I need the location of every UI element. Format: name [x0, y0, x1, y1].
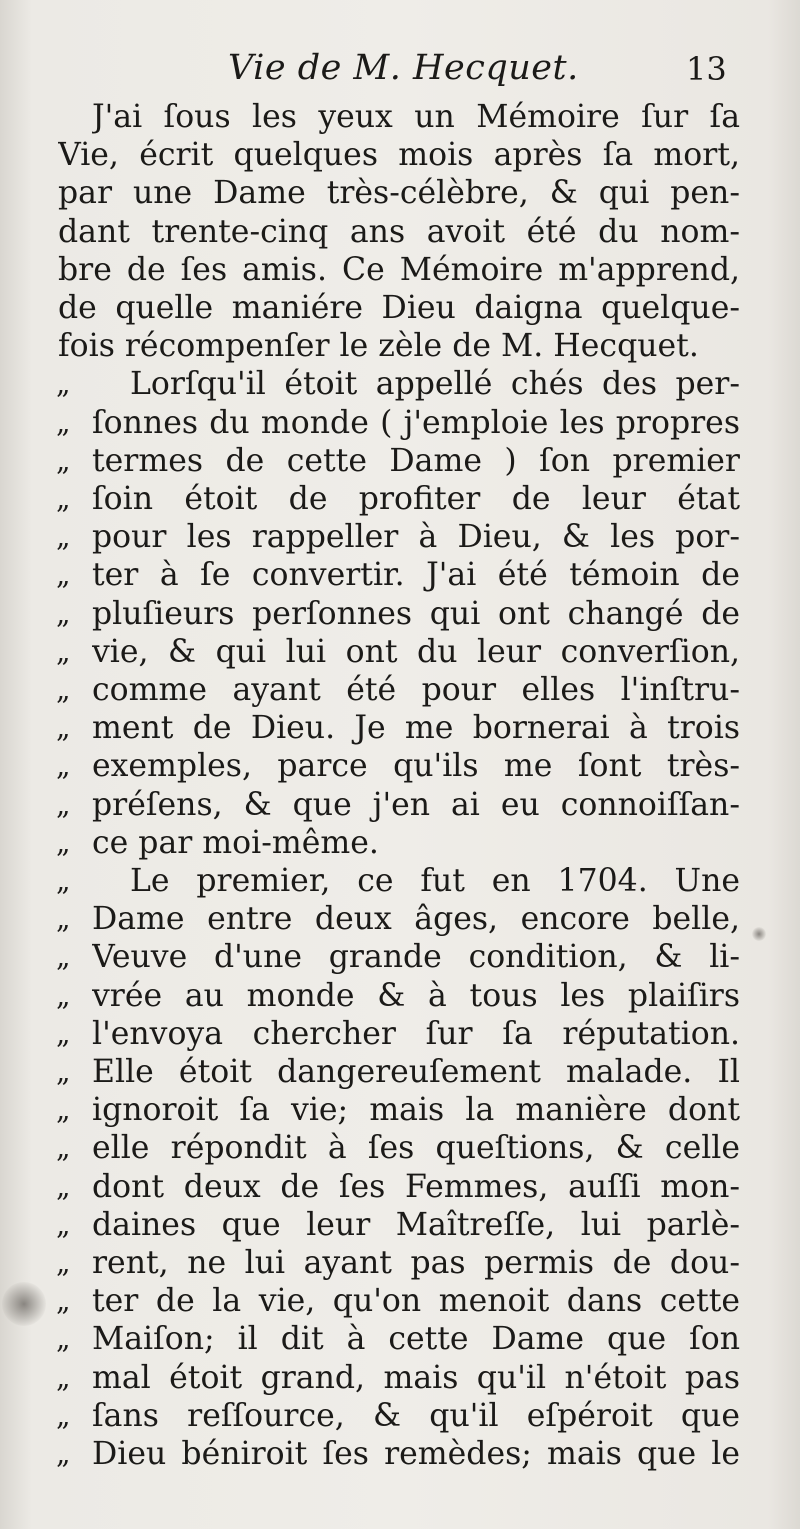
text-line [0, 213, 800, 251]
line-text: ſonnes du monde ( j'emploie les propres [92, 404, 740, 441]
text-line [0, 1435, 800, 1473]
text-line [0, 824, 800, 862]
line-text: Vie, écrit quelques mois après ſa mort, [58, 137, 740, 174]
line-text: ter de la vie, qu'on menoit dans cette [92, 1283, 740, 1320]
text-line [0, 1129, 800, 1167]
line-text: fois récompenſer le zèle de M. Hecquet. [58, 328, 699, 365]
quotation-mark: „ [56, 749, 70, 783]
text-line [0, 1206, 800, 1244]
quotation-mark: „ [56, 825, 70, 859]
quotation-mark: „ [56, 1437, 70, 1470]
running-title: Vie de M. Hecquet. [228, 48, 579, 88]
line-text: exemples, parce qu'ils me ſont très- [92, 748, 740, 785]
line-text: Elle étoit dangereuſement malade. Il [92, 1054, 740, 1090]
quotation-mark: „ [56, 634, 70, 668]
text-line [0, 442, 800, 480]
text-line [0, 900, 800, 938]
text-line [0, 556, 800, 594]
line-text: Dame entre deux âges, encore belle, [92, 901, 740, 938]
line-text: vrée au monde & à tous les plaiſirs [92, 977, 740, 1014]
text-line [0, 365, 800, 403]
quotation-mark: „ [56, 1093, 70, 1127]
line-text: par une Dame très-célèbre, & qui pen- [58, 175, 740, 212]
line-text: préſens, & que j'en ai eu connoiſſan- [92, 786, 740, 823]
text-line [0, 136, 800, 174]
line-text: J'ai ſous les yeux un Mémoire ſur ſa [92, 99, 740, 135]
text-line [0, 251, 800, 289]
quotation-mark: „ [56, 1055, 70, 1088]
quotation-mark: „ [56, 1246, 70, 1279]
text-line [0, 747, 800, 785]
text-line [0, 174, 800, 212]
quotation-mark: „ [56, 978, 70, 1012]
quotation-mark: „ [56, 1207, 70, 1241]
text-line [0, 786, 800, 824]
quotation-mark: „ [56, 367, 70, 401]
line-text: pluſieurs perſonnes qui ont changé de [92, 595, 740, 632]
text-line [0, 404, 800, 442]
line-text: l'envoya chercher ſur ſa réputation. [92, 1015, 740, 1052]
quotation-mark: „ [56, 596, 70, 630]
text-line [0, 327, 800, 365]
quotation-mark: „ [56, 787, 70, 821]
quotation-mark: „ [56, 1398, 70, 1432]
line-text: ſoin étoit de profiter de leur état [92, 481, 740, 517]
quotation-mark: „ [56, 711, 70, 745]
text-line [0, 1397, 800, 1435]
line-text: ce par moi-même. [92, 824, 379, 861]
text-line [0, 480, 800, 518]
line-text: de quelle maniére Dieu daigna quelque- [58, 290, 740, 326]
text-line [0, 98, 800, 136]
quotation-mark: „ [56, 673, 70, 706]
text-line [0, 862, 800, 900]
line-text: ſans reſſource, & qu'il eſpéroit que [92, 1397, 740, 1434]
page-header [0, 48, 800, 98]
quotation-mark: „ [56, 443, 70, 477]
line-text: ter à ſe convertir. J'ai été témoin de [92, 557, 740, 594]
text-line [0, 1015, 800, 1053]
text-line [0, 1168, 800, 1206]
page-number: 13 [686, 50, 727, 88]
ink-spot [752, 927, 766, 941]
text-line [0, 709, 800, 747]
quotation-mark: „ [56, 520, 70, 554]
line-text: mal étoit grand, mais qu'il n'étoit pas [92, 1359, 740, 1396]
text-line [0, 1282, 800, 1320]
line-text: bre de ſes amis. Ce Mémoire m'apprend, [58, 251, 740, 288]
text-line [0, 1244, 800, 1282]
text-line [0, 595, 800, 633]
text-line [0, 518, 800, 556]
text-line [0, 938, 800, 976]
quotation-mark: „ [56, 1131, 70, 1165]
ink-spot [2, 1282, 46, 1326]
text-line [0, 1091, 800, 1129]
line-text: vie, & qui lui ont du leur converſion, [92, 633, 740, 670]
line-text: comme ayant été pour elles l'inſtru- [92, 672, 740, 708]
text-line [0, 1359, 800, 1397]
line-text: Maiſon; il dit à cette Dame que ſon [92, 1321, 740, 1358]
line-text: Dieu béniroit ſes remèdes; mais que le [92, 1436, 740, 1472]
line-text: dont deux de ſes Femmes, auſſi mon- [92, 1168, 740, 1205]
quotation-mark: „ [56, 405, 70, 439]
quotation-mark: „ [56, 940, 70, 974]
line-text: pour les rappeller à Dieu, & les por- [92, 519, 740, 556]
line-text: rent, ne lui ayant pas permis de dou- [92, 1245, 740, 1281]
quotation-mark: „ [56, 1284, 70, 1318]
quotation-mark: „ [56, 1322, 70, 1356]
quotation-mark: „ [56, 1169, 70, 1203]
line-text: Lorſqu'il étoit appellé chés des per- [130, 366, 740, 403]
line-text: Le premier, ce fut en 1704. Une [130, 863, 740, 899]
quotation-mark: „ [56, 558, 70, 592]
text-line [0, 977, 800, 1015]
text-line [0, 1053, 800, 1091]
text-line [0, 289, 800, 327]
line-text: elle répondit à ſes queſtions, & celle [92, 1130, 740, 1167]
quotation-mark: „ [56, 864, 70, 897]
line-text: daines que leur Maîtreſſe, lui parlè- [92, 1206, 740, 1243]
line-text: ignoroit ſa vie; mais la manière dont [92, 1092, 740, 1129]
quotation-mark: „ [56, 482, 70, 515]
text-line [0, 671, 800, 709]
line-text: ment de Dieu. Je me bornerai à trois [92, 710, 740, 747]
line-text: dant trente-cinq ans avoit été du nom- [58, 213, 740, 250]
quotation-mark: „ [56, 1016, 70, 1050]
text-line [0, 1320, 800, 1358]
line-text: Veuve d'une grande condition, & li- [92, 939, 740, 976]
quotation-mark: „ [56, 1360, 70, 1394]
line-text: termes de cette Dame ) ſon premier [92, 442, 740, 479]
text-line [0, 633, 800, 671]
quotation-mark: „ [56, 902, 70, 936]
